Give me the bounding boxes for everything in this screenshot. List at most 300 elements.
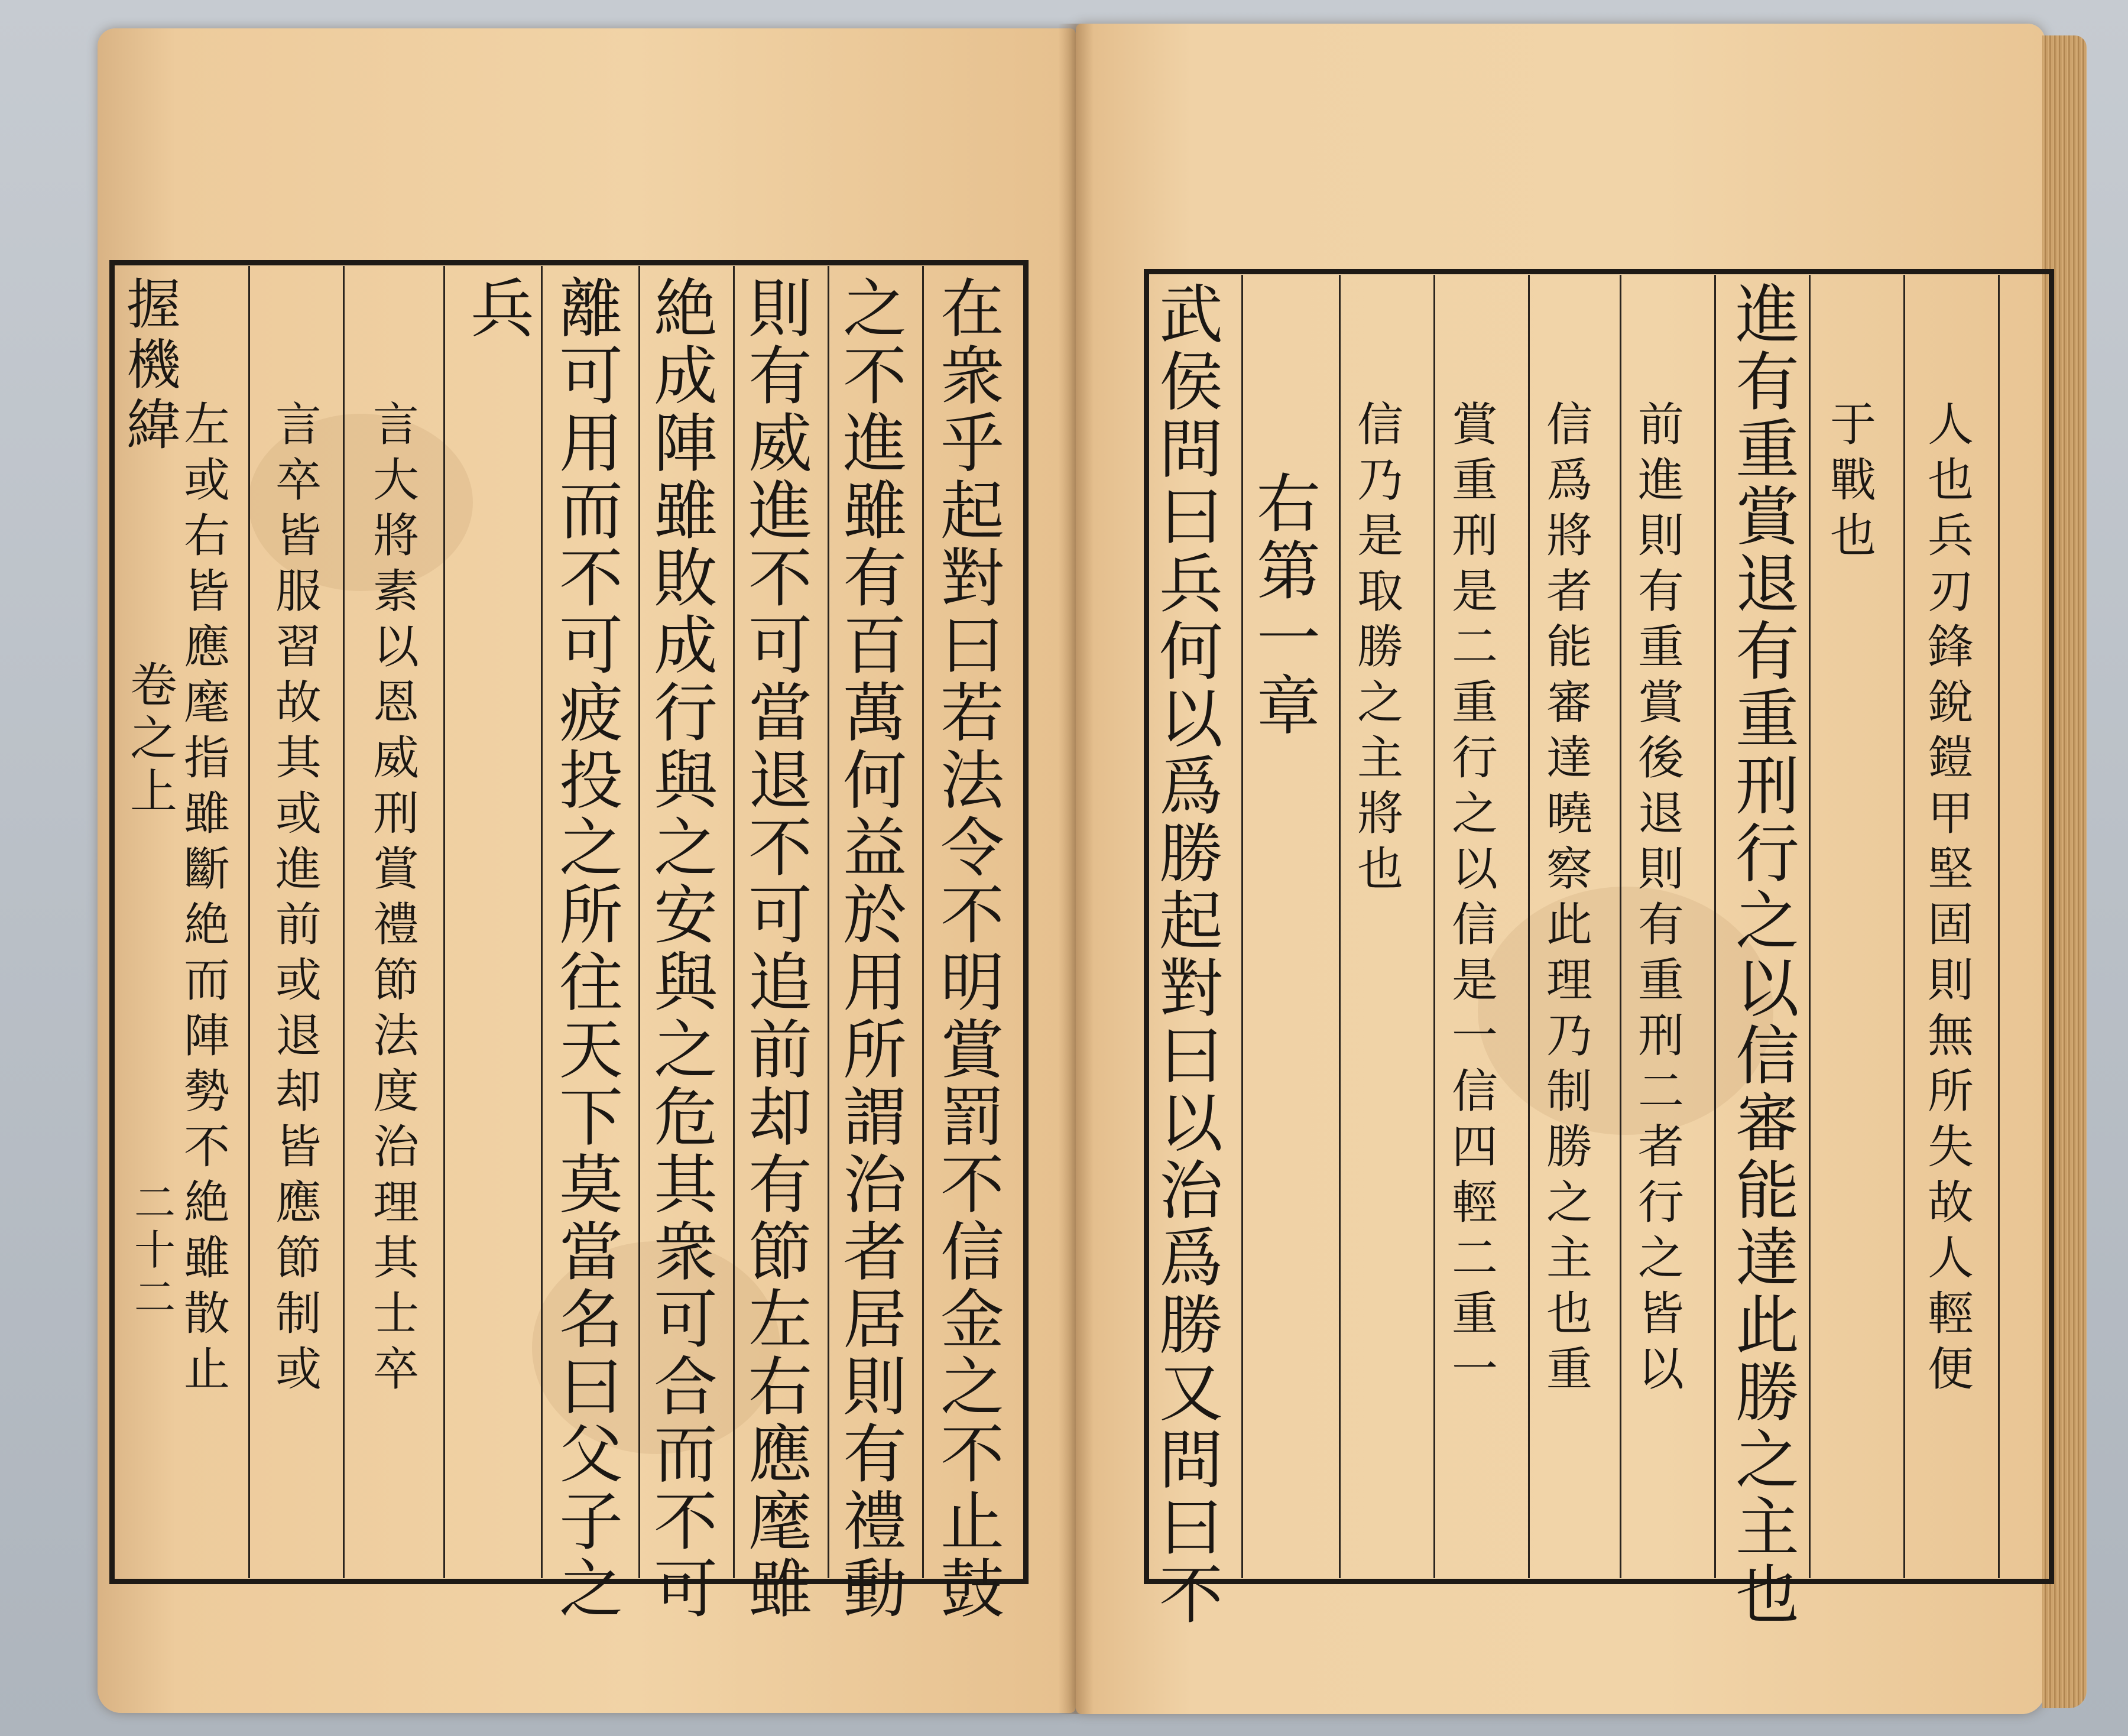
glyph: 之 [1451, 787, 1498, 841]
glyph: 信 [1546, 398, 1592, 452]
commentary-column [1924, 398, 1977, 1402]
glyph: 止 [940, 1485, 1004, 1559]
glyph: 有 [1637, 565, 1684, 618]
column-rule [1241, 275, 1243, 1578]
glyph: 卷 [130, 658, 177, 713]
glyph: 之 [1637, 1232, 1684, 1285]
glyph: 人 [1927, 398, 1974, 452]
glyph: 之 [1546, 1176, 1592, 1229]
glyph: 爲 [1159, 1222, 1223, 1296]
glyph: 二 [134, 1273, 176, 1322]
glyph: 追 [748, 946, 812, 1020]
glyph: 乃 [1357, 454, 1403, 507]
glyph: 能 [1735, 1154, 1799, 1228]
glyph: 是 [1451, 954, 1498, 1007]
glyph: 行 [653, 677, 718, 751]
glyph: 敗 [653, 542, 718, 616]
glyph: 不 [1159, 1559, 1223, 1633]
glyph: 重 [1735, 683, 1799, 757]
glyph: 其 [275, 732, 322, 785]
glyph: 則 [748, 272, 812, 346]
glyph: 不 [559, 542, 623, 616]
glyph: 十 [134, 1226, 176, 1274]
glyph: 退 [275, 1010, 322, 1063]
glyph: 所 [842, 1014, 907, 1088]
glyph: 陣 [183, 1010, 230, 1063]
glyph: 其 [372, 1232, 419, 1285]
glyph: 理 [1546, 954, 1592, 1007]
glyph: 雖 [183, 787, 230, 841]
glyph: 戰 [1829, 454, 1876, 507]
glyph: 却 [275, 1065, 322, 1118]
glyph: 或 [275, 1343, 322, 1396]
glyph: 卒 [275, 454, 322, 507]
glyph: 也 [1546, 1287, 1592, 1341]
glyph: 爲 [1546, 454, 1592, 507]
glyph: 言 [275, 398, 322, 452]
glyph: 重 [1637, 621, 1684, 674]
glyph: 對 [940, 542, 1004, 616]
glyph: 勝 [1159, 1289, 1223, 1363]
glyph: 前 [275, 898, 322, 952]
glyph: 治 [842, 1148, 907, 1222]
glyph: 動 [842, 1553, 907, 1627]
glyph: 指 [183, 732, 230, 785]
glyph: 有 [1637, 898, 1684, 952]
glyph: 恩 [372, 676, 419, 729]
main-text-column [1156, 278, 1227, 1633]
glyph: 麾 [748, 1485, 812, 1559]
commentary-column [1827, 398, 1880, 569]
glyph: 服 [275, 565, 322, 618]
glyph: 勝 [1159, 817, 1223, 891]
glyph: 不 [940, 1148, 1004, 1222]
glyph: 一 [1451, 1010, 1498, 1063]
glyph: 信 [1735, 1020, 1799, 1093]
column-rule [1528, 275, 1530, 1578]
glyph: 固 [1927, 898, 1974, 952]
glyph: 者 [1637, 1121, 1684, 1174]
glyph: 之 [940, 1351, 1004, 1425]
glyph: 謂 [842, 1081, 907, 1155]
glyph: 應 [183, 621, 230, 674]
glyph: 度 [372, 1065, 419, 1118]
main-text-column [650, 272, 721, 1627]
glyph: 則 [1637, 510, 1684, 563]
glyph: 散 [183, 1287, 230, 1341]
glyph: 莫 [559, 1148, 623, 1222]
glyph: 將 [372, 510, 419, 563]
right-text-frame [1144, 269, 2054, 1584]
glyph: 用 [842, 946, 907, 1020]
glyph: 二 [1637, 1065, 1684, 1118]
glyph: 當 [748, 677, 812, 751]
glyph: 武 [1159, 278, 1223, 352]
glyph: 行 [1637, 1176, 1684, 1229]
column-rule [1714, 275, 1716, 1578]
glyph: 勝 [1735, 1357, 1799, 1430]
glyph: 士 [372, 1287, 419, 1341]
glyph: 緯 [126, 394, 181, 457]
glyph: 法 [372, 1010, 419, 1063]
glyph: 成 [653, 609, 718, 683]
commentary-column [1543, 398, 1596, 1402]
column-rule [638, 266, 640, 1578]
glyph: 進 [748, 475, 812, 549]
glyph: 雖 [183, 1232, 230, 1285]
column-rule [541, 266, 543, 1578]
column-rule [733, 266, 735, 1578]
glyph: 又 [1159, 1357, 1223, 1430]
glyph: 與 [653, 946, 718, 1020]
glyph: 故 [1927, 1176, 1974, 1229]
glyph: 陣 [653, 407, 718, 481]
glyph: 鎧 [1927, 732, 1974, 785]
glyph: 賞 [1637, 676, 1684, 729]
glyph: 達 [1735, 1222, 1799, 1296]
glyph: 止 [183, 1343, 230, 1396]
glyph: 疲 [559, 677, 623, 751]
glyph: 有 [842, 542, 907, 616]
main-text-column [556, 272, 627, 1627]
chapter-label [127, 658, 180, 822]
glyph: 節 [275, 1232, 322, 1285]
glyph: 重 [1451, 454, 1498, 507]
glyph: 名 [559, 1283, 623, 1357]
glyph: 重 [1451, 676, 1498, 729]
glyph: 四 [1451, 1121, 1498, 1174]
glyph: 絶 [653, 272, 718, 346]
glyph: 信 [940, 1216, 1004, 1290]
glyph: 之 [559, 812, 623, 885]
glyph: 進 [1637, 454, 1684, 507]
glyph: 或 [275, 787, 322, 841]
glyph: 不 [940, 879, 1004, 953]
glyph: 往 [559, 946, 623, 1020]
commentary-column [272, 398, 325, 1402]
glyph: 審 [1735, 1087, 1799, 1161]
glyph: 益 [842, 812, 907, 885]
glyph: 天 [559, 1014, 623, 1088]
glyph: 之 [559, 1553, 623, 1627]
glyph: 則 [1927, 954, 1974, 1007]
glyph: 可 [653, 1553, 718, 1627]
glyph: 禮 [842, 1485, 907, 1559]
glyph: 之 [842, 272, 907, 346]
glyph: 輕 [1451, 1176, 1498, 1229]
glyph: 信 [1357, 398, 1403, 452]
glyph: 前 [1637, 398, 1684, 452]
glyph: 右 [1256, 468, 1321, 541]
glyph: 何 [1159, 615, 1223, 689]
glyph: 右 [748, 1351, 812, 1425]
glyph: 問 [1159, 413, 1223, 487]
column-rule [1620, 275, 1621, 1578]
glyph: 曰 [940, 609, 1004, 683]
glyph: 進 [842, 407, 907, 481]
glyph: 雖 [748, 1553, 812, 1627]
glyph: 刑 [1735, 750, 1799, 824]
glyph: 百 [842, 609, 907, 683]
glyph: 法 [940, 744, 1004, 818]
glyph: 此 [1546, 898, 1592, 952]
glyph: 成 [653, 340, 718, 414]
glyph: 安 [653, 879, 718, 953]
glyph: 章 [1256, 670, 1321, 744]
commentary-column [180, 398, 233, 1402]
glyph: 一 [1256, 602, 1321, 676]
glyph: 下 [559, 1081, 623, 1155]
glyph: 投 [559, 744, 623, 818]
column-rule [1998, 275, 2000, 1578]
glyph: 可 [559, 340, 623, 414]
glyph: 習 [275, 621, 322, 674]
glyph: 以 [372, 621, 419, 674]
glyph: 所 [559, 879, 623, 953]
glyph: 危 [653, 1081, 718, 1155]
glyph: 兵 [1927, 510, 1974, 563]
glyph: 審 [1546, 676, 1592, 729]
glyph: 故 [275, 676, 322, 729]
glyph: 行 [1735, 817, 1799, 891]
glyph: 退 [1735, 548, 1799, 622]
column-rule [443, 266, 445, 1578]
glyph: 治 [1159, 1154, 1223, 1228]
main-text-column [1732, 278, 1803, 1633]
glyph: 制 [275, 1287, 322, 1341]
glyph: 是 [1357, 510, 1403, 563]
column-rule [1903, 275, 1905, 1578]
glyph: 當 [559, 1216, 623, 1290]
main-text-column [745, 272, 816, 1627]
glyph: 其 [653, 1148, 718, 1222]
glyph: 鼓 [940, 1553, 1004, 1627]
glyph: 勝 [1546, 1121, 1592, 1174]
glyph: 應 [748, 1418, 812, 1492]
glyph: 禮 [372, 898, 419, 952]
glyph: 曰 [1159, 1020, 1223, 1093]
glyph: 節 [372, 954, 419, 1007]
glyph: 起 [1159, 885, 1223, 959]
glyph: 重 [1735, 413, 1799, 487]
glyph: 第 [1256, 535, 1321, 609]
glyph: 勝 [1357, 621, 1403, 674]
glyph: 退 [748, 744, 812, 818]
glyph: 也 [1927, 454, 1974, 507]
glyph: 所 [1927, 1065, 1974, 1118]
glyph: 斷 [183, 843, 230, 896]
glyph: 進 [275, 843, 322, 896]
commentary-column [1354, 398, 1407, 902]
glyph: 堅 [1927, 843, 1974, 896]
glyph: 可 [653, 1283, 718, 1357]
glyph: 鋒 [1927, 621, 1974, 674]
margin-title [124, 273, 183, 459]
glyph: 機 [126, 333, 181, 397]
glyph: 有 [1735, 615, 1799, 689]
commentary-column [1634, 398, 1688, 1402]
glyph: 金 [940, 1283, 1004, 1357]
glyph: 有 [748, 1148, 812, 1222]
glyph: 二 [134, 1179, 176, 1227]
glyph: 制 [1546, 1065, 1592, 1118]
glyph: 重 [1637, 954, 1684, 1007]
glyph: 以 [1735, 952, 1799, 1026]
glyph: 離 [559, 272, 623, 346]
page-number [131, 1179, 179, 1324]
glyph: 以 [1159, 1087, 1223, 1161]
glyph: 不 [748, 812, 812, 885]
glyph: 而 [653, 1418, 718, 1492]
glyph: 賞 [1735, 481, 1799, 554]
glyph: 者 [1546, 565, 1592, 618]
glyph: 絶 [183, 1176, 230, 1229]
glyph: 失 [1927, 1121, 1974, 1174]
glyph: 絶 [183, 898, 230, 952]
glyph: 曉 [1546, 787, 1592, 841]
glyph: 刑 [1637, 1010, 1684, 1063]
glyph: 可 [748, 879, 812, 953]
glyph: 皆 [183, 565, 230, 618]
glyph: 信 [1451, 898, 1498, 952]
glyph: 達 [1546, 732, 1592, 785]
glyph: 可 [559, 609, 623, 683]
glyph: 萬 [842, 677, 907, 751]
glyph: 乎 [940, 407, 1004, 481]
glyph: 侯 [1159, 346, 1223, 420]
glyph: 令 [940, 812, 1004, 885]
glyph: 應 [275, 1176, 322, 1229]
glyph: 于 [1829, 398, 1876, 452]
glyph: 察 [1546, 843, 1592, 896]
glyph: 或 [183, 454, 230, 507]
glyph: 是 [1451, 565, 1498, 618]
glyph: 一 [1451, 1343, 1498, 1396]
glyph: 不 [940, 1418, 1004, 1492]
glyph: 曰 [1159, 481, 1223, 554]
glyph: 不 [748, 542, 812, 616]
glyph: 爲 [1159, 750, 1223, 824]
glyph: 二 [1451, 1232, 1498, 1285]
glyph: 以 [1637, 1343, 1684, 1396]
glyph: 能 [1546, 621, 1592, 674]
main-text-column [467, 272, 538, 346]
glyph: 主 [1546, 1232, 1592, 1285]
glyph: 甲 [1927, 787, 1974, 841]
glyph: 在 [940, 272, 1004, 346]
glyph: 以 [1451, 843, 1498, 896]
glyph: 之 [130, 711, 177, 766]
glyph: 有 [748, 340, 812, 414]
glyph: 進 [1735, 278, 1799, 352]
glyph: 刑 [1451, 510, 1498, 563]
column-rule [922, 266, 924, 1578]
glyph: 賞 [372, 843, 419, 896]
glyph: 退 [1637, 787, 1684, 841]
main-text-column [839, 272, 910, 1627]
glyph: 兵 [470, 272, 534, 346]
glyph: 居 [842, 1283, 907, 1357]
glyph: 以 [1159, 683, 1223, 757]
glyph: 二 [1451, 621, 1498, 674]
glyph: 刑 [372, 787, 419, 841]
glyph: 之 [653, 812, 718, 885]
glyph: 賞 [1451, 398, 1498, 452]
glyph: 可 [748, 609, 812, 683]
book-gutter [1058, 24, 1094, 1714]
glyph: 前 [748, 1014, 812, 1088]
glyph: 者 [842, 1216, 907, 1290]
glyph: 有 [1735, 346, 1799, 420]
column-rule [1339, 275, 1341, 1578]
glyph: 皆 [275, 1121, 322, 1174]
glyph: 主 [1735, 1491, 1799, 1565]
glyph: 衆 [940, 340, 1004, 414]
glyph: 於 [842, 879, 907, 953]
glyph: 有 [842, 1418, 907, 1492]
glyph: 也 [1735, 1559, 1799, 1633]
column-rule [828, 266, 829, 1578]
glyph: 信 [1451, 1065, 1498, 1118]
glyph: 後 [1637, 732, 1684, 785]
glyph: 右 [183, 510, 230, 563]
glyph: 曰 [559, 1351, 623, 1425]
commentary-column [1448, 398, 1501, 1402]
column-rule [343, 266, 345, 1578]
glyph: 言 [372, 398, 419, 452]
glyph: 理 [372, 1176, 419, 1229]
glyph: 左 [183, 398, 230, 452]
glyph: 而 [183, 954, 230, 1007]
glyph: 不 [653, 1485, 718, 1559]
glyph: 人 [1927, 1232, 1974, 1285]
glyph: 父 [559, 1418, 623, 1492]
glyph: 威 [372, 732, 419, 785]
glyph: 銳 [1927, 676, 1974, 729]
glyph: 與 [653, 744, 718, 818]
glyph: 無 [1927, 1010, 1974, 1063]
glyph: 刃 [1927, 565, 1974, 618]
glyph: 威 [748, 407, 812, 481]
glyph: 主 [1357, 732, 1403, 785]
glyph: 上 [130, 764, 177, 819]
glyph: 明 [940, 946, 1004, 1020]
glyph: 輕 [1927, 1287, 1974, 1341]
main-text-column [937, 272, 1008, 1627]
glyph: 也 [1829, 510, 1876, 563]
glyph: 問 [1159, 1424, 1223, 1498]
glyph: 雖 [653, 475, 718, 549]
glyph: 便 [1927, 1343, 1974, 1396]
glyph: 不 [183, 1121, 230, 1174]
commentary-column [369, 398, 423, 1402]
glyph: 取 [1357, 565, 1403, 618]
glyph: 勢 [183, 1065, 230, 1118]
glyph: 此 [1735, 1289, 1799, 1363]
glyph: 何 [842, 744, 907, 818]
glyph: 或 [275, 954, 322, 1007]
glyph: 却 [748, 1081, 812, 1155]
glyph: 行 [1451, 732, 1498, 785]
glyph: 賞 [940, 1014, 1004, 1088]
glyph: 之 [653, 1014, 718, 1088]
glyph: 曰 [1159, 1491, 1223, 1565]
glyph: 節 [748, 1216, 812, 1290]
glyph: 素 [372, 565, 419, 618]
glyph: 重 [1451, 1287, 1498, 1341]
column-rule [248, 266, 250, 1578]
glyph: 則 [1637, 843, 1684, 896]
